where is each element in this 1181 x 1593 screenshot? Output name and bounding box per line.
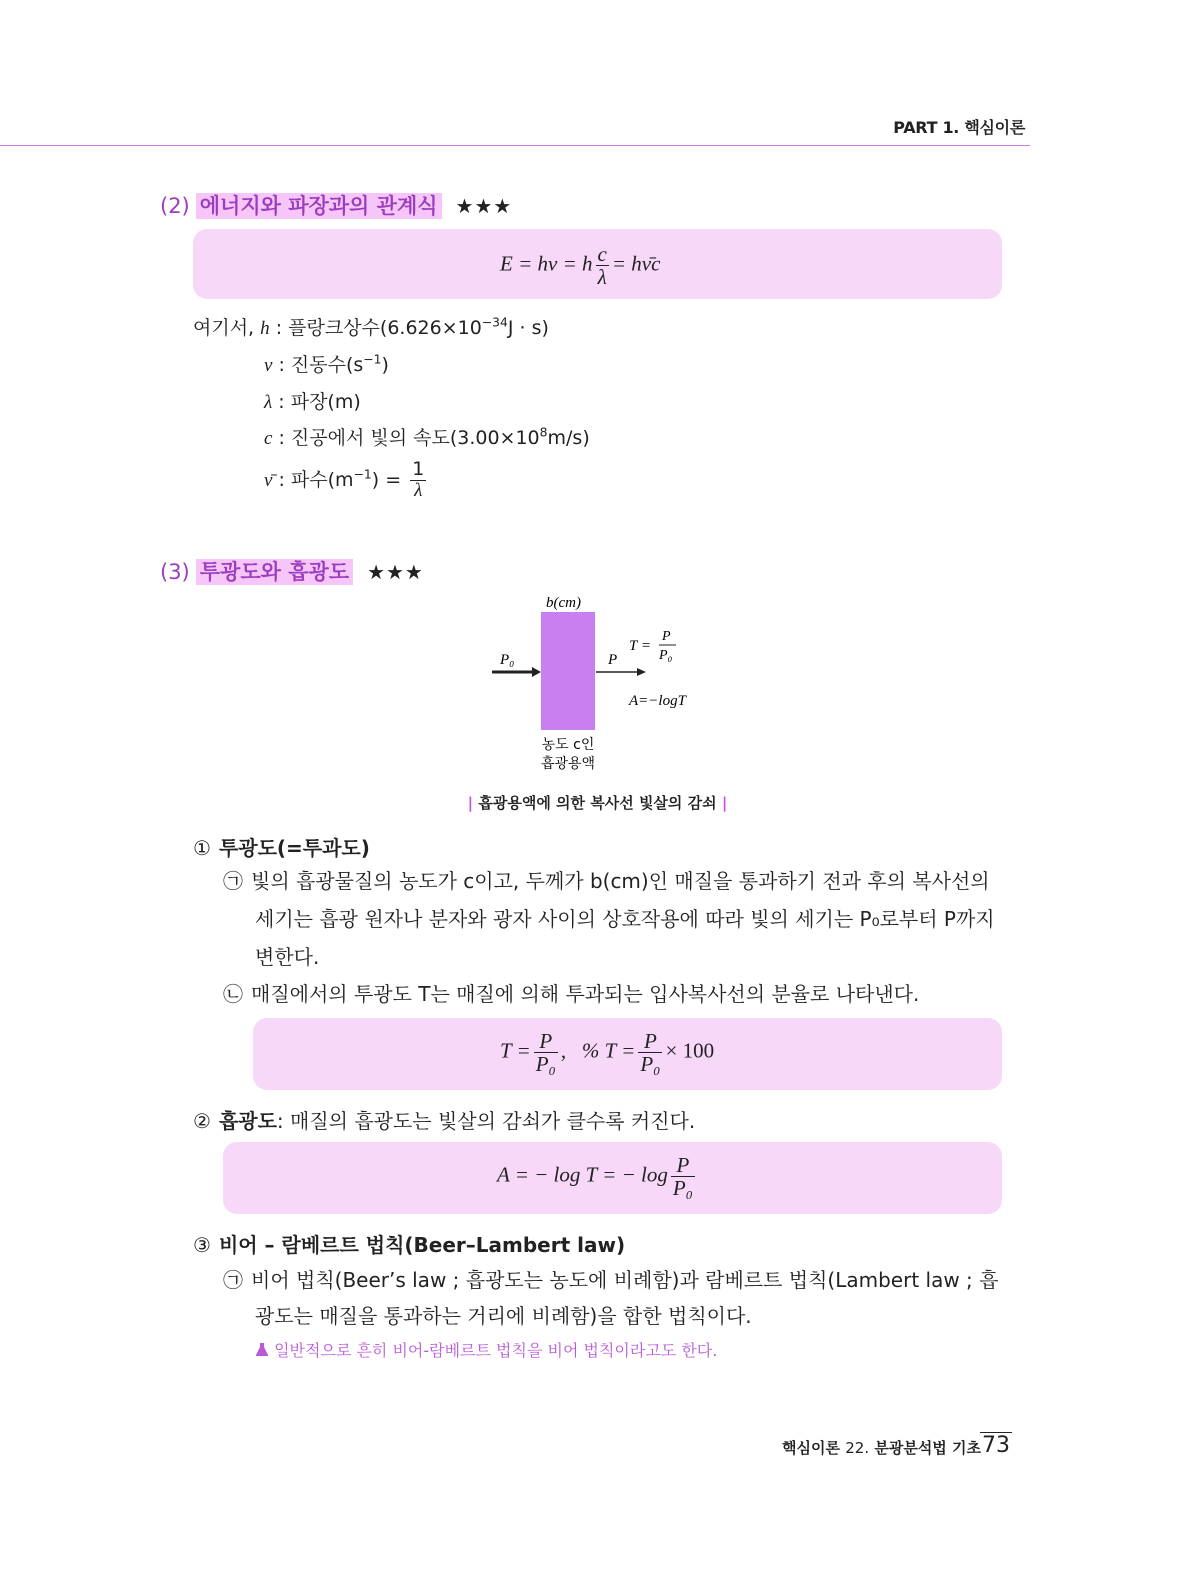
section-3-number: (3) — [160, 560, 190, 584]
diagram-T-den: P₀ — [659, 648, 673, 663]
formula-comma: , — [560, 1038, 567, 1063]
item-1a-line1: 빛의 흡광물질의 농도가 c이고, 두께가 b(cm)인 매질을 통과하기 전과 후의 복사선의 — [251, 869, 990, 893]
formula-percent-T: % T = — [581, 1038, 636, 1063]
formula-lambda: λ — [597, 265, 607, 290]
formula-tail: = hν̄c — [611, 251, 661, 276]
energy-formula — [500, 243, 660, 288]
def-nubar: ν̄ : 파수$(m^{-1})$ = $\frac{1}{\lambda}$ — [264, 458, 425, 501]
def-c-exp: 8 — [539, 425, 548, 440]
diagram-bottom-line2: 흡광용액 — [540, 756, 596, 772]
flask-icon — [255, 1342, 269, 1357]
item-1b — [223, 975, 919, 1013]
def-lambda-symbol: λ — [264, 392, 273, 413]
diagram-caption — [0, 792, 1181, 813]
def-nubar-symbol: ν̄ — [264, 469, 273, 491]
item-2-heading — [193, 1105, 695, 1134]
header-divider — [0, 145, 1030, 146]
formula-A-num: P — [671, 1154, 695, 1177]
def-intro: 여기서, — [193, 317, 255, 339]
item-1a-line3: 변한다. — [255, 945, 320, 969]
diagram-P-label: P — [608, 652, 618, 668]
formula-A-fraction — [671, 1154, 695, 1199]
def-nu-exp: −1 — [363, 352, 382, 367]
item-1-title: 투광도(=투과도) — [218, 836, 370, 860]
caption-bar-left: | — [467, 794, 474, 812]
item-3a — [223, 1261, 998, 1299]
formula-c: c — [597, 242, 607, 266]
def-nubar-eq: ) = — [371, 468, 402, 491]
def-nu-text: 진동수(s — [290, 354, 364, 376]
def-h: 여기서, h : 플랑크상수$(6.626\times 10^{-34}J \cdot s)$ — [193, 315, 549, 339]
section-2-title: 에너지와 파장과의 관계식 — [196, 193, 442, 219]
item-1-heading — [193, 832, 370, 861]
def-h-text: 플랑크상수(6.626×10 — [288, 317, 482, 339]
section-2-number: (2) — [160, 194, 190, 218]
item-3a-marker: ㉠ — [223, 1268, 243, 1292]
item-3-title: 비어 – 람베르트 법칙(Beer–Lambert law) — [218, 1233, 626, 1257]
absorption-diagram — [480, 590, 740, 780]
formula-T-fraction — [534, 1030, 558, 1075]
section-2-stars: ★★★ — [455, 194, 513, 218]
formula-pT-num: P — [638, 1030, 662, 1053]
footer-number: 22. — [845, 1439, 870, 1457]
section-3-title: 투광도와 흡광도 — [196, 559, 353, 585]
footer — [782, 1437, 981, 1458]
def-nubar-text: 파수(m — [290, 468, 354, 491]
def-nu-symbol: ν — [264, 355, 273, 376]
diagram-P0-label: P₀ — [500, 652, 515, 668]
item-3a-line2: 광도는 매질을 통과하는 거리에 비례함)을 합한 법칙이다. — [255, 1304, 752, 1328]
def-nu: ν : 진동수$(s^{-1})$ — [264, 352, 389, 376]
header-part-label: PART 1. — [893, 118, 960, 137]
def-lambda-text: 파장(m) — [290, 391, 361, 413]
formula-c-over-lambda — [596, 243, 609, 288]
item-2-number: ② — [193, 1109, 211, 1133]
formula-pT-den: P₀ — [640, 1052, 661, 1077]
diagram-bottom-line1: 농도 c인 — [541, 737, 595, 753]
item-1b-line: 매질에서의 투광도 T는 매질에 의해 투과되는 입사복사선의 분율로 나타낸다. — [251, 982, 920, 1006]
def-nu-close: ) — [381, 354, 389, 376]
formula-T-den: P₀ — [535, 1052, 556, 1077]
formula-T-num: P — [534, 1030, 558, 1053]
def-nubar-exp: −1 — [353, 467, 372, 482]
def-nubar-num: 1 — [412, 458, 425, 480]
item-1b-marker: ㉡ — [223, 982, 243, 1006]
def-c: c : 진공에서 빛의 속도$(3.00\times 10^8m/s)$ — [264, 425, 590, 449]
diagram-width-label: b(cm) — [546, 595, 581, 611]
caption-text: 흡광용액에 의한 복사선 빛살의 감쇠 — [478, 794, 717, 812]
item-2-text: : 매질의 흡광도는 빛살의 감쇠가 클수록 커진다. — [276, 1109, 696, 1133]
section-3-stars: ★★★ — [367, 560, 424, 584]
item-3-number: ③ — [193, 1233, 211, 1257]
footer-label1: 핵심이론 — [782, 1439, 841, 1457]
formula-times-100: × 100 — [665, 1038, 715, 1063]
footer-label2: 분광분석법 기초 — [874, 1439, 981, 1457]
def-h-exp: −34 — [481, 315, 508, 330]
def-h-unit: J · s) — [507, 317, 549, 339]
header-part-title: 핵심이론 — [964, 118, 1025, 137]
item-2-title: 흡광도 — [218, 1109, 277, 1133]
diagram-incident-arrowhead — [532, 667, 541, 677]
header-part — [893, 115, 1025, 138]
diagram-transmitted-arrowhead — [637, 668, 646, 676]
item-3-heading — [193, 1229, 625, 1258]
def-h-symbol: h — [260, 318, 270, 339]
diagram-T-eq: T = — [629, 638, 651, 654]
section-2-heading — [160, 190, 512, 220]
def-lambda: λ : 파장(m) — [264, 391, 361, 413]
absorbance-formula — [497, 1154, 698, 1199]
formula-A-den: P₀ — [672, 1176, 693, 1201]
note-text: 일반적으로 흔히 비어-람베르트 법칙을 비어 법칙이라고도 한다. — [274, 1341, 718, 1360]
item-1-number: ① — [193, 836, 211, 860]
item-1a-marker: ㉠ — [223, 869, 243, 893]
def-c-text: 진공에서 빛의 속도(3.00×10 — [290, 427, 540, 449]
formula-T: T = — [500, 1038, 531, 1063]
transmittance-formula — [500, 1030, 714, 1075]
formula-percent-T-fraction — [638, 1030, 662, 1075]
def-c-unit: m/s) — [547, 427, 590, 449]
def-nubar-den: λ — [414, 479, 423, 501]
item-1a-line2: 세기는 흡광 원자나 분자와 광자 사이의 상호작용에 따라 빛의 세기는 P₀로부터 P까지 — [255, 907, 995, 931]
formula-A: A = − log T = − log — [497, 1162, 668, 1187]
diagram-sample-cell — [541, 612, 595, 730]
note — [255, 1338, 717, 1361]
diagram-T-num: P — [662, 629, 671, 644]
def-c-symbol: c — [264, 428, 273, 449]
section-3-heading — [160, 556, 424, 586]
page-number: 73 — [982, 1433, 1010, 1458]
caption-bar-right: | — [721, 794, 728, 812]
def-nubar-fraction — [410, 460, 426, 501]
item-1a — [223, 862, 990, 900]
item-3a-line1: 비어 법칙(Beer’s law ; 흡광도는 농도에 비례함)과 람베르트 법칙(Lambert law ; 흡 — [251, 1268, 999, 1292]
formula-E-part: E = hν = h — [500, 251, 593, 276]
diagram-A-eq: A=−logT — [629, 693, 686, 709]
